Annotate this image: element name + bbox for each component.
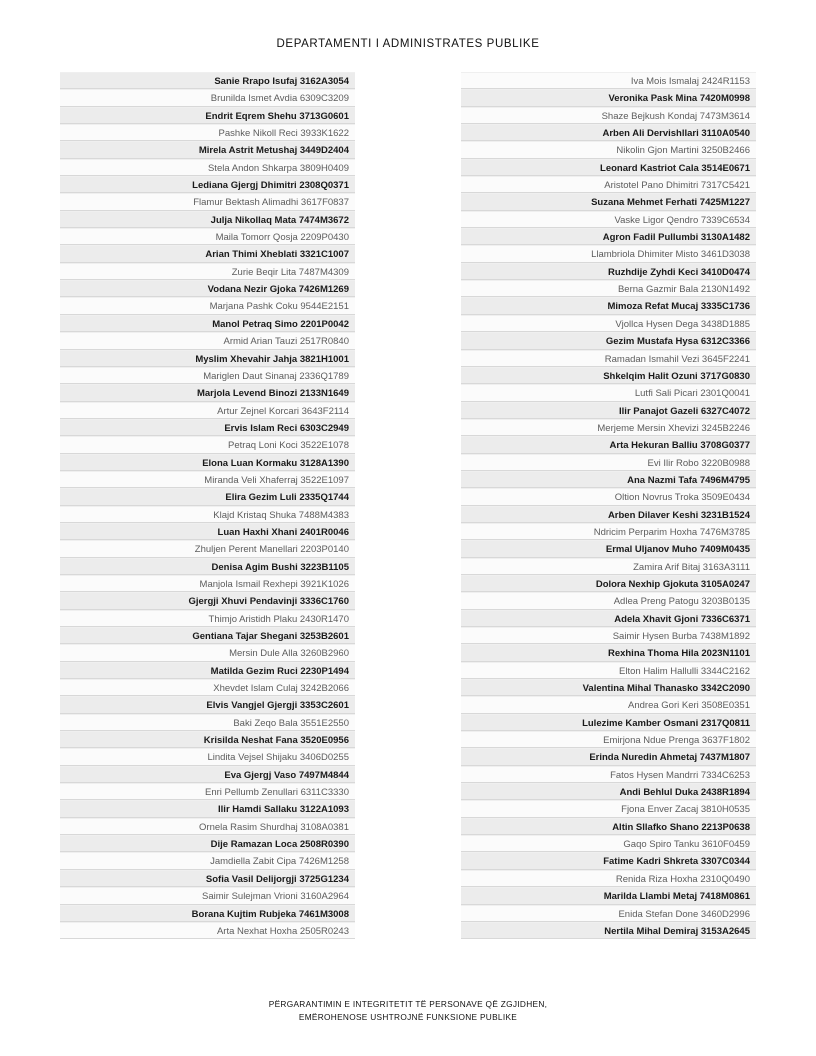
list-item: Manol Petraq Simo 2201P0042 [60, 315, 355, 332]
list-item: Manjola Ismail Rexhepi 3921K1026 [60, 575, 355, 592]
list-item: Andrea Gori Keri 3508E0351 [461, 696, 756, 713]
list-item: Agron Fadil Pullumbi 3130A1482 [461, 228, 756, 245]
list-item: Vodana Nezir Gjoka 7426M1269 [60, 280, 355, 297]
list-item: Leonard Kastriot Cala 3514E0671 [461, 159, 756, 176]
list-item: Enri Pellumb Zenullari 6311C3330 [60, 783, 355, 800]
list-item: Endrit Eqrem Shehu 3713G0601 [60, 107, 355, 124]
list-item: Sanie Rrapo Isufaj 3162A3054 [60, 72, 355, 89]
list-item: Marjana Pashk Coku 9544E2151 [60, 297, 355, 314]
page-footer [0, 998, 816, 1024]
list-item: Gaqo Spiro Tanku 3610F0459 [461, 835, 756, 852]
list-item: Zurie Beqir Lita 7487M4309 [60, 263, 355, 280]
list-item: Merjeme Mersin Xhevizi 3245B2246 [461, 419, 756, 436]
list-item: Nertila Mihal Demiraj 3153A2645 [461, 922, 756, 939]
list-item: Elona Luan Kormaku 3128A1390 [60, 454, 355, 471]
name-list-columns [60, 72, 756, 939]
list-item: Eva Gjergj Vaso 7497M4844 [60, 766, 355, 783]
list-item: Shaze Bejkush Kondaj 7473M3614 [461, 107, 756, 124]
list-item: Dije Ramazan Loca 2508R0390 [60, 835, 355, 852]
list-item: Iva Mois Ismalaj 2424R1153 [461, 72, 756, 89]
list-item: Mersin Dule Alla 3260B2960 [60, 644, 355, 661]
list-item: Mimoza Refat Mucaj 3335C1736 [461, 297, 756, 314]
list-item: Ana Nazmi Tafa 7496M4795 [461, 471, 756, 488]
list-item: Arta Nexhat Hoxha 2505R0243 [60, 922, 355, 939]
list-item: Elton Halim Hallulli 3344C2162 [461, 662, 756, 679]
list-item: Llambriola Dhimiter Misto 3461D3038 [461, 245, 756, 262]
list-item: Elira Gezim Luli 2335Q1744 [60, 488, 355, 505]
list-item: Veronika Pask Mina 7420M0998 [461, 89, 756, 106]
list-item: Denisa Agim Bushi 3223B1105 [60, 558, 355, 575]
list-item: Julja Nikollaq Mata 7474M3672 [60, 211, 355, 228]
list-item: Ilir Panajot Gazeli 6327C4072 [461, 402, 756, 419]
footer-line-2: EMËROHENOSE USHTROJNË FUNKSIONE PUBLIKE [298, 1012, 518, 1022]
list-item: Berna Gazmir Bala 2130N1492 [461, 280, 756, 297]
list-item: Mirela Astrit Metushaj 3449D2404 [60, 141, 355, 158]
list-item: Altin Sllafko Shano 2213P0638 [461, 818, 756, 835]
list-item: Maila Tomorr Qosja 2209P0430 [60, 228, 355, 245]
list-item: Adela Xhavit Gjoni 7336C6371 [461, 610, 756, 627]
right-column [461, 72, 756, 939]
list-item: Dolora Nexhip Gjokuta 3105A0247 [461, 575, 756, 592]
list-item: Miranda Veli Xhaferraj 3522E1097 [60, 471, 355, 488]
list-item: Valentina Mihal Thanasko 3342C2090 [461, 679, 756, 696]
list-item: Elvis Vangjel Gjergji 3353C2601 [60, 696, 355, 713]
list-item: Renida Riza Hoxha 2310Q0490 [461, 870, 756, 887]
list-item: Flamur Bektash Alimadhi 3617F0837 [60, 193, 355, 210]
list-item: Andi Behlul Duka 2438R1894 [461, 783, 756, 800]
list-item: Oltion Novrus Troka 3509E0434 [461, 488, 756, 505]
list-item: Ruzhdije Zyhdi Keci 3410D0474 [461, 263, 756, 280]
list-item: Myslim Xhevahir Jahja 3821H1001 [60, 350, 355, 367]
list-item: Aristotel Pano Dhimitri 7317C5421 [461, 176, 756, 193]
list-item: Suzana Mehmet Ferhati 7425M1227 [461, 193, 756, 210]
list-item: Ervis Islam Reci 6303C2949 [60, 419, 355, 436]
list-item: Armid Arian Tauzi 2517R0840 [60, 332, 355, 349]
list-item: Gjergji Xhuvi Pendavinji 3336C1760 [60, 592, 355, 609]
list-item: Evi Ilir Robo 3220B0988 [461, 454, 756, 471]
list-item: Lindita Vejsel Shijaku 3406D0255 [60, 748, 355, 765]
list-item: Lediana Gjergj Dhimitri 2308Q0371 [60, 176, 355, 193]
list-item: Borana Kujtim Rubjeka 7461M3008 [60, 905, 355, 922]
list-item: Thimjo Aristidh Plaku 2430R1470 [60, 610, 355, 627]
list-item: Klajd Kristaq Shuka 7488M4383 [60, 506, 355, 523]
list-item: Vjollca Hysen Dega 3438D1885 [461, 315, 756, 332]
list-item: Arben Ali Dervishllari 3110A0540 [461, 124, 756, 141]
list-item: Sofia Vasil Delijorgji 3725G1234 [60, 870, 355, 887]
list-item: Artur Zejnel Korcari 3643F2114 [60, 402, 355, 419]
list-item: Petraq Loni Koci 3522E1078 [60, 436, 355, 453]
footer-line-1: PËRGARANTIMIN E INTEGRITETIT TË PERSONAVE QË ZGJIDHEN, [268, 999, 548, 1009]
list-item: Zamira Arif Bitaj 3163A3111 [461, 558, 756, 575]
list-item: Erinda Nuredin Ahmetaj 7437M1807 [461, 748, 756, 765]
left-column [60, 72, 355, 939]
list-item: Ndricim Perparim Hoxha 7476M3785 [461, 523, 756, 540]
list-item: Arta Hekuran Balliu 3708G0377 [461, 436, 756, 453]
list-item: Fatime Kadri Shkreta 3307C0344 [461, 852, 756, 869]
list-item: Ramadan Ismahil Vezi 3645F2241 [461, 350, 756, 367]
list-item: Emirjona Ndue Prenga 3637F1802 [461, 731, 756, 748]
list-item: Adlea Preng Patogu 3203B0135 [461, 592, 756, 609]
list-item: Shkelqim Halit Ozuni 3717G0830 [461, 367, 756, 384]
list-item: Saimir Sulejman Vrioni 3160A2964 [60, 887, 355, 904]
list-item: Nikolin Gjon Martini 3250B2466 [461, 141, 756, 158]
list-item: Stela Andon Shkarpa 3809H0409 [60, 159, 355, 176]
list-item: Krisilda Neshat Fana 3520E0956 [60, 731, 355, 748]
list-item: Fatos Hysen Mandrri 7334C6253 [461, 766, 756, 783]
list-item: Luan Haxhi Xhani 2401R0046 [60, 523, 355, 540]
page-title: DEPARTAMENTI I ADMINISTRATES PUBLIKE [276, 38, 540, 50]
list-item: Xhevdet Islam Culaj 3242B2066 [60, 679, 355, 696]
list-item: Gezim Mustafa Hysa 6312C3366 [461, 332, 756, 349]
list-item: Ornela Rasim Shurdhaj 3108A0381 [60, 818, 355, 835]
list-item: Jamdiella Zabit Cipa 7426M1258 [60, 852, 355, 869]
list-item: Enida Stefan Done 3460D2996 [461, 905, 756, 922]
list-item: Brunilda Ismet Avdia 6309C3209 [60, 89, 355, 106]
list-item: Fjona Enver Zacaj 3810H0535 [461, 800, 756, 817]
list-item: Lutfi Sali Picari 2301Q0041 [461, 384, 756, 401]
list-item: Saimir Hysen Burba 7438M1892 [461, 627, 756, 644]
list-item: Gentiana Tajar Shegani 3253B2601 [60, 627, 355, 644]
list-item: Mariglen Daut Sinanaj 2336Q1789 [60, 367, 355, 384]
list-item: Pashke Nikoll Reci 3933K1622 [60, 124, 355, 141]
list-item: Arben Dilaver Keshi 3231B1524 [461, 506, 756, 523]
list-item: Vaske Ligor Qendro 7339C6534 [461, 211, 756, 228]
list-item: Rexhina Thoma Hila 2023N1101 [461, 644, 756, 661]
list-item: Arian Thimi Xheblati 3321C1007 [60, 245, 355, 262]
list-item: Marilda Llambi Metaj 7418M0861 [461, 887, 756, 904]
list-item: Ermal Uljanov Muho 7409M0435 [461, 540, 756, 557]
list-item: Marjola Levend Binozi 2133N1649 [60, 384, 355, 401]
list-item: Matilda Gezim Ruci 2230P1494 [60, 662, 355, 679]
list-item: Ilir Hamdi Sallaku 3122A1093 [60, 800, 355, 817]
list-item: Lulezime Kamber Osmani 2317Q0811 [461, 714, 756, 731]
list-item: Baki Zeqo Bala 3551E2550 [60, 714, 355, 731]
list-item: Zhuljen Perent Manellari 2203P0140 [60, 540, 355, 557]
